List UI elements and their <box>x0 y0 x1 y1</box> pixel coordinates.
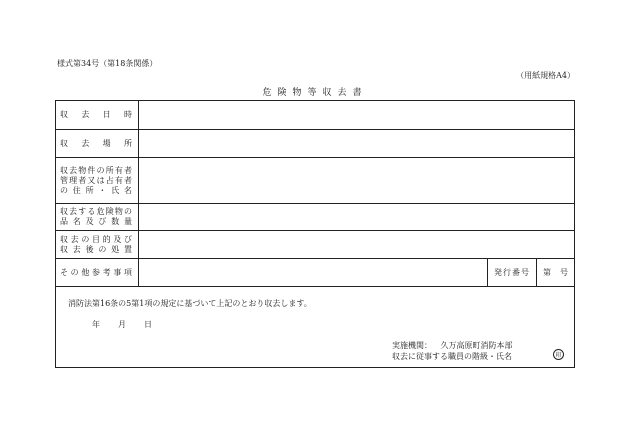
label-collection-datetime <box>56 101 139 129</box>
agency-name: 久万高原町消防本部 <box>440 341 513 350</box>
label-text: 収去日時 <box>60 110 132 119</box>
label-line: 収去の目的及び <box>60 234 132 244</box>
issue-number-suffix: 号 <box>560 268 568 277</box>
field-collection-place[interactable] <box>140 130 574 157</box>
row-collection-place <box>56 130 574 158</box>
date-line <box>92 319 152 330</box>
staff-label: 収去に従事する職員の階級・氏名 <box>392 352 512 361</box>
document-title: 危険物等収去書 <box>262 88 368 98</box>
field-item[interactable] <box>140 204 574 230</box>
form-number: 様式第34号（第18条関係） <box>57 59 158 68</box>
statement-text: 消防法第16条の5第1項の規定に基づいて上記のとおり収去します。 <box>68 299 312 308</box>
label-line: 品名及び数量 <box>60 217 132 226</box>
field-collection-datetime[interactable] <box>140 101 574 129</box>
field-owner[interactable] <box>140 158 574 203</box>
date-year: 年 <box>92 320 100 329</box>
issue-number-field[interactable] <box>537 259 574 286</box>
issue-number-prefix: 第 <box>543 268 551 277</box>
form-table <box>55 100 575 368</box>
label-purpose <box>56 231 139 258</box>
row-purpose <box>56 231 574 259</box>
label-collection-place <box>56 130 139 157</box>
issue-number-label: 発行番号 <box>487 259 537 286</box>
agency-line <box>392 340 513 351</box>
agency-label: 実施機関： <box>392 341 432 350</box>
label-line: 収去する危険物の <box>60 207 132 216</box>
label-line: 収去物件の所有者 <box>60 165 132 175</box>
field-purpose[interactable] <box>140 231 574 258</box>
row-owner <box>56 158 574 204</box>
label-text: その他参考事項 <box>60 267 132 277</box>
seal-mark: 印 <box>553 349 564 360</box>
label-line: の住所・氏名 <box>60 185 132 195</box>
label-line: 収去後の処置 <box>60 244 132 254</box>
row-other <box>56 259 574 287</box>
row-collection-datetime <box>56 101 574 130</box>
date-day: 日 <box>144 320 152 329</box>
label-owner <box>56 158 139 203</box>
paper-size-note: （用紙規格A4） <box>516 71 575 80</box>
label-text: 収去場所 <box>60 138 132 148</box>
label-item <box>56 204 139 230</box>
field-other[interactable] <box>140 259 487 286</box>
label-other <box>56 259 139 286</box>
label-line: 管理者又は占有者 <box>60 175 132 185</box>
date-month: 月 <box>118 320 126 329</box>
row-item <box>56 204 574 231</box>
